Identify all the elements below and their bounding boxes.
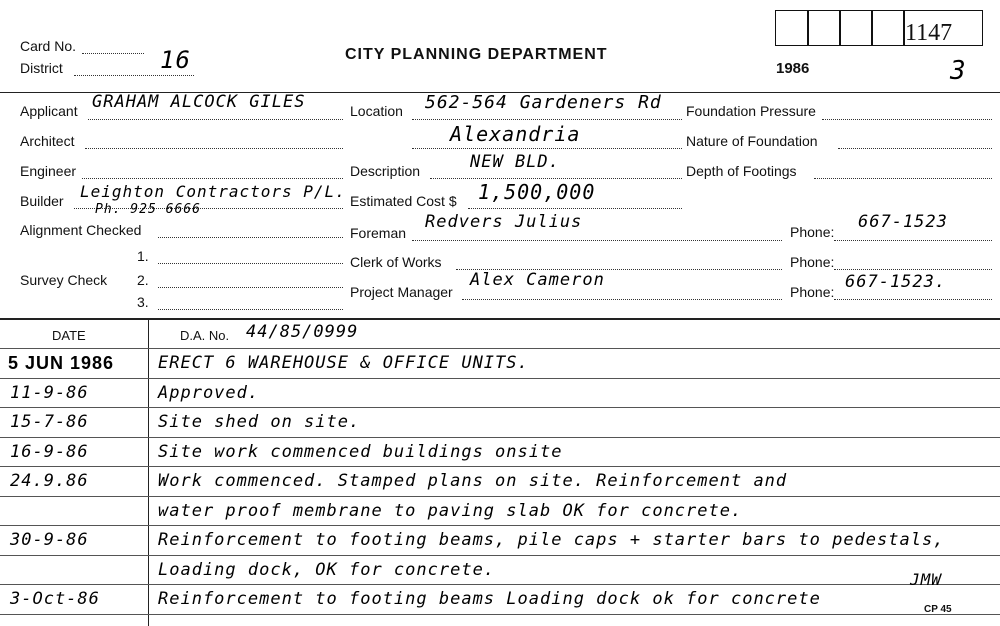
pm-label: Project Manager [350,284,453,300]
log-date: 11-9-86 [10,383,89,403]
survey-line-3 [158,308,343,310]
nature-foundation-label: Nature of Foundation [686,133,818,149]
card-sub-number: 3 [950,56,967,86]
foundation-pressure-line [822,118,992,120]
card-no-label: Card No. [20,38,77,54]
foreman-label: Foreman [350,225,407,241]
log-entry-text: water proof membrane to paving slab OK for concrete. [158,501,743,521]
description-line [430,177,682,179]
log-date: 15-7-86 [10,412,89,432]
log-row-line [0,407,1000,408]
log-top-border [0,318,1000,320]
survey-2: 2. [137,272,149,288]
survey-line-1 [158,262,343,264]
builder-value: Leighton Contractors P/L. [80,182,346,201]
description-value: NEW BLD. [470,152,560,172]
district-value: 16 [160,46,191,74]
pm-value: Alex Cameron [470,270,605,290]
cost-value: 1,500,000 [478,180,596,204]
card-number-box-3 [839,10,873,46]
applicant-label: Applicant [20,103,78,119]
location-value-2: Alexandria [450,122,581,146]
log-date: 24.9.86 [10,471,89,491]
initials-signature: JMW [910,570,942,589]
log-row-line [0,496,1000,497]
pm-phone: 667-1523. [845,272,947,292]
foundation-pressure-label: Foundation Pressure [686,103,816,119]
department-title: CITY PLANNING DEPARTMENT [345,46,608,63]
foreman-line [412,239,782,241]
log-entry-text: Reinforcement to footing beams Loading dock ok for concrete [158,589,821,609]
date-column-header: DATE [52,328,86,343]
log-entry-text: Reinforcement to footing beams, pile caps + starter bars to pedestals, [158,530,945,550]
card-number-box-4 [871,10,905,46]
pm-line [462,298,782,300]
cost-line [468,207,682,209]
log-row-line [0,466,1000,467]
district-label: District [20,60,63,76]
survey-3: 3. [137,294,149,310]
foreman-value: Redvers Julius [425,212,583,232]
survey-line-2 [158,286,343,288]
engineer-label: Engineer [20,163,77,179]
year-label: 1986 [776,60,810,77]
cost-label: Estimated Cost $ [350,193,457,209]
log-row-line [0,614,1000,615]
depth-footings-line [814,177,992,179]
da-label: D.A. No. [180,328,230,343]
card-number-box-1 [775,10,809,46]
clerk-phone-line [834,268,992,270]
log-date: 30-9-86 [10,530,89,550]
location-label: Location [350,103,403,119]
engineer-line [82,177,343,179]
pm-phone-label: Phone: [790,284,835,300]
log-date-column-divider [148,318,149,626]
builder-label: Builder [20,193,64,209]
location-value: 562-564 Gardeners Rd [425,92,662,113]
alignment-label: Alignment Checked [20,222,142,238]
log-date: 16-9-86 [10,442,89,462]
card-number-box-2 [807,10,841,46]
depth-footings-label: Depth of Footings [686,163,797,179]
log-date: 5 JUN 1986 [8,353,115,373]
applicant-value: GRAHAM ALCOCK GILES [92,92,306,112]
foreman-phone: 667-1523 [858,212,948,232]
log-row-line [0,348,1000,349]
location-line [412,118,682,120]
clerk-phone-label: Phone: [790,254,835,270]
log-row-line [0,555,1000,556]
log-entry-text: Site work commenced buildings onsite [158,442,563,462]
foreman-phone-label: Phone: [790,224,835,240]
foreman-phone-line [834,239,992,241]
log-row-line [0,584,1000,585]
card-number: 1147 [905,20,953,46]
applicant-line [88,118,343,120]
survey-label: Survey Check [20,272,108,288]
location-line-2 [412,147,682,149]
log-entry-text: ERECT 6 WAREHOUSE & OFFICE UNITS. [158,353,529,373]
log-row-line [0,525,1000,526]
pm-phone-line [834,298,992,300]
architect-label: Architect [20,133,75,149]
log-entry-text: Approved. [158,383,260,403]
survey-1: 1. [137,248,149,264]
card-no-line [82,52,144,54]
description-label: Description [350,163,421,179]
architect-line [85,147,343,149]
clerk-label: Clerk of Works [350,254,442,270]
log-entry-text: Loading dock, OK for concrete. [158,560,496,580]
log-entry-text: Site shed on site. [158,412,361,432]
log-row-line [0,378,1000,379]
log-row-line [0,437,1000,438]
alignment-line [158,236,343,238]
form-code: CP 45 [924,604,952,615]
log-date: 3-Oct-86 [10,589,100,609]
district-line [74,74,194,76]
log-entry-text: Work commenced. Stamped plans on site. Reinforcement and [158,471,788,491]
nature-foundation-line [838,147,992,149]
builder-phone: Ph. 925 6666 [95,202,201,217]
da-value: 44/85/0999 [246,322,359,342]
